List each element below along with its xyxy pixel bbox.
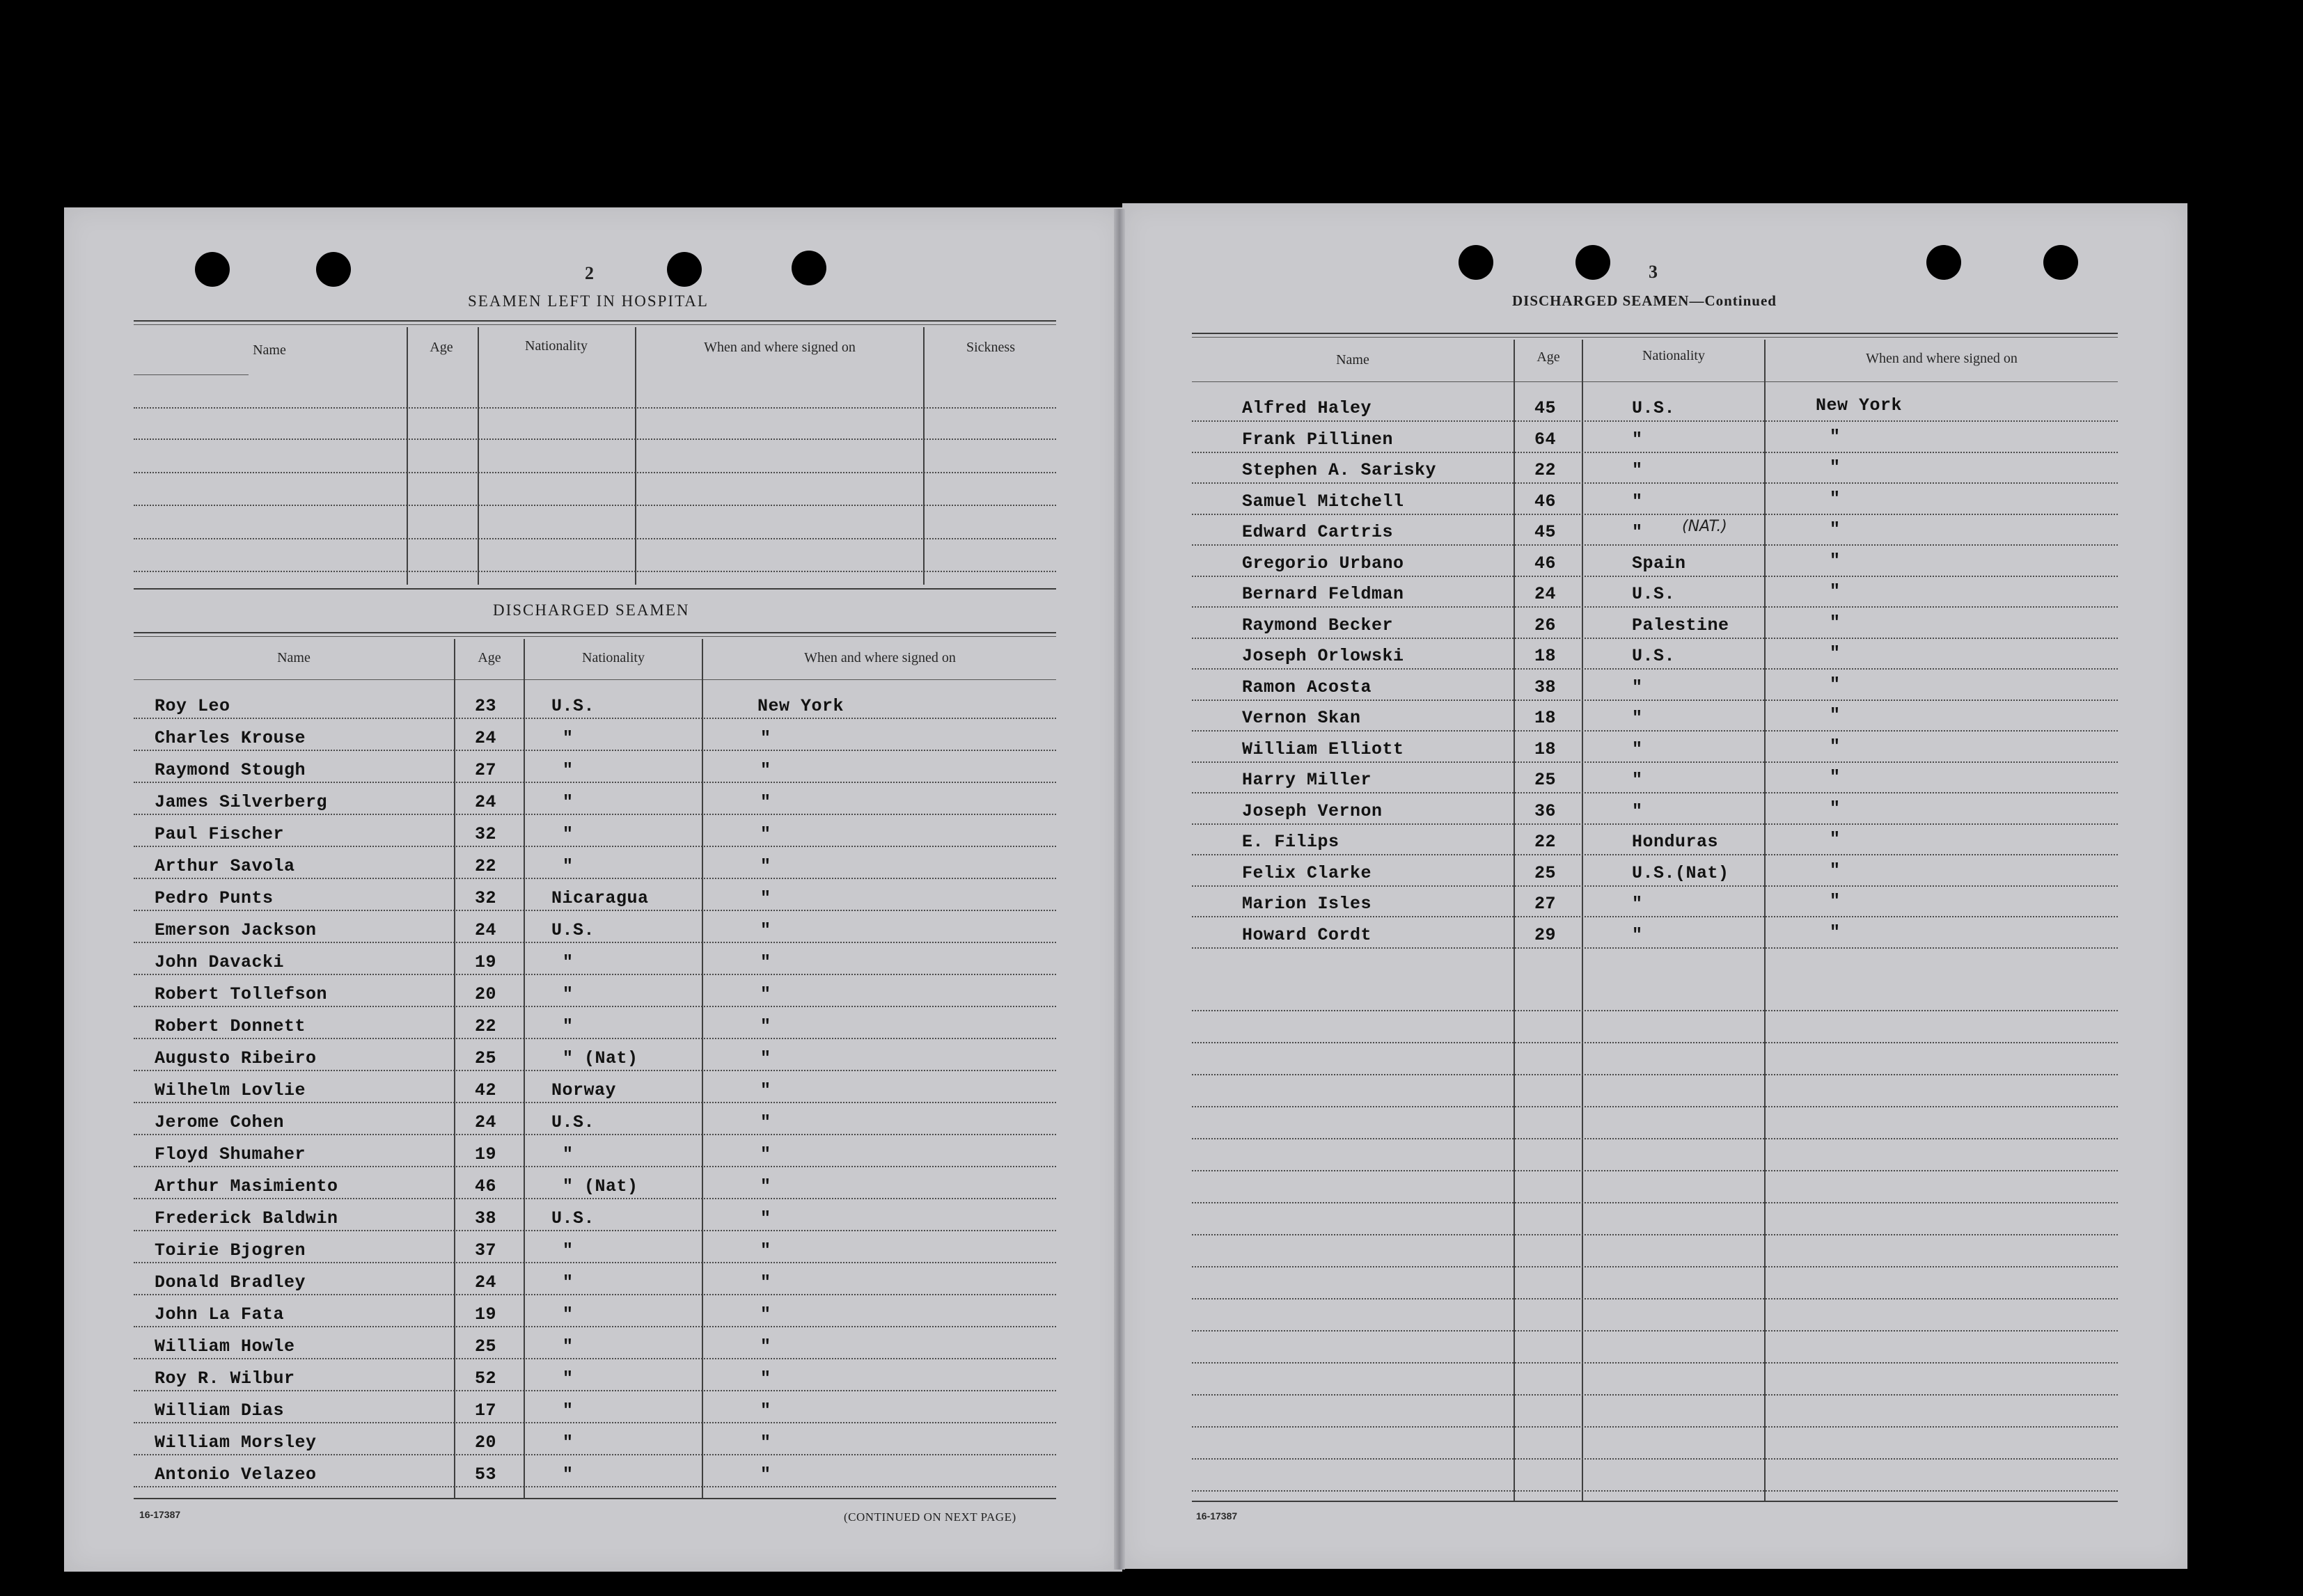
- seaman-signed-on: ": [760, 952, 771, 972]
- seaman-nationality: Spain: [1632, 553, 1686, 574]
- seaman-name: Frederick Baldwin: [155, 1208, 338, 1228]
- punch-hole: [1575, 245, 1610, 280]
- column-divider: [454, 639, 455, 1499]
- seaman-nationality: ": [563, 728, 574, 748]
- row-line: [134, 1070, 1056, 1071]
- seaman-nationality: ": [563, 1016, 574, 1036]
- seaman-signed-on: ": [1830, 551, 1841, 571]
- seaman-nationality: Honduras: [1632, 832, 1719, 852]
- seaman-name: Arthur Masimiento: [155, 1176, 338, 1196]
- seaman-age: 32: [475, 888, 497, 908]
- blank-row-line: [1192, 1330, 2118, 1332]
- row-line: [1192, 947, 2118, 949]
- seaman-name: James Silverberg: [155, 792, 328, 812]
- seaman-signed-on: ": [760, 1016, 771, 1036]
- seaman-age: 24: [475, 792, 497, 812]
- blank-row-line: [1192, 1394, 2118, 1396]
- seaman-age: 26: [1534, 615, 1557, 635]
- seaman-name: John Davacki: [155, 952, 285, 972]
- seaman-name: Felix Clarke: [1242, 863, 1372, 883]
- seaman-name: Antonio Velazeo: [155, 1464, 317, 1485]
- punch-hole: [792, 251, 826, 285]
- seaman-name: Robert Tollefson: [155, 984, 328, 1004]
- seaman-signed-on: ": [1830, 643, 1841, 663]
- seaman-age: 27: [1534, 894, 1557, 914]
- seaman-age: 19: [475, 952, 497, 972]
- seaman-name: Vernon Skan: [1242, 708, 1361, 728]
- seaman-age: 36: [1534, 801, 1557, 821]
- seaman-age: 24: [475, 728, 497, 748]
- seaman-signed-on: New York: [1816, 395, 1903, 416]
- table-rule: [134, 374, 249, 375]
- seaman-age: 18: [1534, 646, 1557, 666]
- seaman-name: Donald Bradley: [155, 1272, 306, 1293]
- row-line: [1192, 854, 2118, 855]
- blank-row-line: [1192, 1234, 2118, 1235]
- column-divider: [635, 327, 636, 585]
- table-rule: [134, 588, 1056, 590]
- row-line: [1192, 576, 2118, 577]
- seaman-name: Ramon Acosta: [1242, 677, 1372, 697]
- seaman-signed-on: ": [760, 1432, 771, 1453]
- blank-row-line: [134, 438, 1056, 440]
- col-header-signed-on: When and where signed on: [804, 650, 956, 665]
- seaman-age: 19: [475, 1304, 497, 1325]
- seaman-nationality: ": [1632, 429, 1643, 450]
- col-header-age: Age: [430, 340, 453, 355]
- form-code: 16-17387: [139, 1509, 181, 1520]
- seaman-name: Joseph Orlowski: [1242, 646, 1404, 666]
- row-line: [134, 1006, 1056, 1007]
- seaman-name: Arthur Savola: [155, 856, 295, 876]
- seaman-name: Alfred Haley: [1242, 398, 1372, 418]
- seaman-nationality: ": [563, 1400, 574, 1421]
- seaman-name: Raymond Becker: [1242, 615, 1394, 635]
- table-rule: [134, 320, 1056, 322]
- seaman-nationality: ": [1632, 770, 1643, 790]
- seaman-nationality: ": [563, 1432, 574, 1453]
- seaman-age: 46: [475, 1176, 497, 1196]
- hospital-section-title: SEAMEN LEFT IN HOSPITAL: [468, 292, 709, 310]
- seaman-nationality: ": [563, 792, 574, 812]
- row-line: [134, 1262, 1056, 1263]
- seaman-nationality: ": [563, 856, 574, 876]
- table-rule: [1192, 381, 2118, 382]
- table-rule: [134, 1498, 1056, 1499]
- column-divider: [923, 327, 925, 585]
- row-line: [1192, 482, 2118, 484]
- page-number: 2: [585, 263, 594, 283]
- blank-row-line: [1192, 1426, 2118, 1428]
- seaman-signed-on: ": [1830, 519, 1841, 539]
- row-line: [134, 878, 1056, 879]
- punch-hole: [2043, 245, 2078, 280]
- seaman-signed-on: New York: [757, 696, 844, 716]
- seaman-name: Robert Donnett: [155, 1016, 306, 1036]
- seaman-age: 25: [475, 1336, 497, 1357]
- row-line: [1192, 544, 2118, 546]
- row-line: [1192, 916, 2118, 917]
- seaman-name: William Elliott: [1242, 739, 1404, 759]
- table-rule: [134, 632, 1056, 633]
- col-header-name: Name: [253, 342, 286, 358]
- seaman-age: 18: [1534, 739, 1557, 759]
- seaman-signed-on: ": [1830, 427, 1841, 447]
- row-line: [134, 750, 1056, 751]
- row-line: [134, 1198, 1056, 1199]
- seaman-nationality: ": [563, 1368, 574, 1389]
- seaman-nationality: ": [1632, 801, 1643, 821]
- seaman-name: Emerson Jackson: [155, 920, 317, 940]
- seaman-signed-on: ": [760, 760, 771, 780]
- seaman-signed-on: ": [760, 1080, 771, 1100]
- table-rule: [1192, 333, 2118, 334]
- seaman-age: 29: [1534, 925, 1557, 945]
- seaman-age: 22: [475, 856, 497, 876]
- seaman-signed-on: ": [1830, 829, 1841, 849]
- seaman-nationality: ": [1632, 739, 1643, 759]
- table-rule: [134, 679, 1056, 680]
- table-rule: [134, 636, 1056, 637]
- column-divider: [407, 327, 408, 585]
- row-line: [1192, 638, 2118, 639]
- nationality-annotation: (NAT.): [1682, 518, 1727, 535]
- seaman-nationality: ": [1632, 491, 1643, 512]
- seaman-nationality: ": [563, 1144, 574, 1164]
- seaman-name: Paul Fischer: [155, 824, 285, 844]
- seaman-signed-on: ": [1830, 736, 1841, 757]
- blank-row-line: [1192, 1042, 2118, 1043]
- row-line: [1192, 823, 2118, 825]
- seaman-nationality: ": [563, 984, 574, 1004]
- seaman-nationality: Norway: [551, 1080, 617, 1100]
- punch-hole: [316, 252, 351, 287]
- row-line: [134, 1390, 1056, 1391]
- seaman-age: 22: [475, 1016, 497, 1036]
- seaman-nationality: U.S.: [1632, 584, 1676, 604]
- seaman-signed-on: ": [760, 1336, 771, 1357]
- column-divider: [524, 639, 525, 1499]
- seaman-nationality: ": [563, 760, 574, 780]
- blank-row-line: [1192, 1458, 2118, 1460]
- seaman-nationality: " (Nat): [563, 1048, 638, 1068]
- continued-note: (CONTINUED ON NEXT PAGE): [844, 1510, 1016, 1524]
- seaman-signed-on: ": [760, 1368, 771, 1389]
- form-code: 16-17387: [1196, 1510, 1238, 1522]
- seaman-age: 27: [475, 760, 497, 780]
- seaman-signed-on: ": [760, 1176, 771, 1196]
- row-line: [134, 782, 1056, 783]
- seaman-name: Raymond Stough: [155, 760, 306, 780]
- row-line: [1192, 730, 2118, 732]
- col-header-name: Name: [1336, 352, 1369, 368]
- seaman-name: John La Fata: [155, 1304, 285, 1325]
- col-header-age: Age: [1536, 349, 1560, 365]
- seaman-name: Harry Miller: [1242, 770, 1372, 790]
- seaman-name: Edward Cartris: [1242, 522, 1394, 542]
- seaman-age: 45: [1534, 522, 1557, 542]
- seaman-signed-on: ": [760, 728, 771, 748]
- row-line: [134, 1166, 1056, 1167]
- row-line: [1192, 668, 2118, 670]
- row-line: [1192, 700, 2118, 701]
- seaman-age: 19: [475, 1144, 497, 1164]
- table-rule: [1192, 337, 2118, 338]
- seaman-name: Gregorio Urbano: [1242, 553, 1404, 574]
- blank-row-line: [1192, 1490, 2118, 1492]
- seaman-age: 23: [475, 696, 497, 716]
- seaman-nationality: ": [1632, 677, 1643, 697]
- col-header-nationality: Nationality: [1642, 348, 1705, 363]
- blank-row-line: [1192, 1106, 2118, 1107]
- seaman-nationality: U.S.(Nat): [1632, 863, 1729, 883]
- seaman-name: William Morsley: [155, 1432, 317, 1453]
- seaman-nationality: ": [563, 1240, 574, 1261]
- seaman-nationality: ": [563, 1336, 574, 1357]
- blank-row-line: [1192, 1202, 2118, 1203]
- col-header-signed-on: When and where signed on: [1866, 351, 2018, 366]
- seaman-name: Howard Cordt: [1242, 925, 1372, 945]
- col-header-nationality: Nationality: [525, 338, 588, 354]
- col-header-signed-on: When and where signed on: [704, 340, 856, 355]
- row-line: [134, 1294, 1056, 1295]
- seaman-age: 38: [1534, 677, 1557, 697]
- seaman-name: William Dias: [155, 1400, 285, 1421]
- row-line: [134, 910, 1056, 911]
- punch-hole: [195, 252, 230, 287]
- row-line: [134, 1134, 1056, 1135]
- seaman-signed-on: ": [760, 856, 771, 876]
- seaman-age: 37: [475, 1240, 497, 1261]
- seaman-nationality: ": [563, 824, 574, 844]
- row-line: [1192, 420, 2118, 422]
- seaman-signed-on: ": [760, 1464, 771, 1485]
- seaman-nationality: ": [1632, 925, 1643, 945]
- seaman-signed-on: ": [1830, 581, 1841, 601]
- seaman-name: Frank Pillinen: [1242, 429, 1394, 450]
- seaman-name: Wilhelm Lovlie: [155, 1080, 306, 1100]
- blank-row-line: [1192, 1074, 2118, 1075]
- seaman-signed-on: ": [1830, 489, 1841, 509]
- seaman-age: 64: [1534, 429, 1557, 450]
- seaman-signed-on: ": [1830, 922, 1841, 942]
- table-rule: [1192, 1501, 2118, 1502]
- seaman-name: Samuel Mitchell: [1242, 491, 1404, 512]
- blank-row-line: [134, 538, 1056, 539]
- seaman-signed-on: ": [760, 1240, 771, 1261]
- seaman-age: 46: [1534, 553, 1557, 574]
- seaman-nationality: Palestine: [1632, 615, 1729, 635]
- seaman-nationality: ": [563, 952, 574, 972]
- row-line: [1192, 792, 2118, 793]
- seaman-signed-on: ": [1830, 457, 1841, 477]
- row-line: [1192, 452, 2118, 453]
- row-line: [1192, 761, 2118, 763]
- binding-gutter: [1114, 209, 1125, 1570]
- seaman-age: 25: [1534, 863, 1557, 883]
- seaman-name: Toirie Bjogren: [155, 1240, 306, 1261]
- blank-row-line: [134, 571, 1056, 572]
- seaman-signed-on: ": [760, 824, 771, 844]
- punch-hole: [1459, 245, 1493, 280]
- row-line: [134, 1230, 1056, 1231]
- punch-hole: [667, 252, 702, 287]
- row-line: [1192, 885, 2118, 887]
- seaman-nationality: Nicaragua: [551, 888, 649, 908]
- seaman-signed-on: ": [1830, 705, 1841, 725]
- seaman-nationality: ": [1632, 522, 1643, 542]
- row-line: [134, 1422, 1056, 1423]
- seaman-age: 17: [475, 1400, 497, 1421]
- blank-row-line: [134, 505, 1056, 506]
- punch-hole: [1926, 245, 1961, 280]
- seaman-age: 18: [1534, 708, 1557, 728]
- seaman-name: Marion Isles: [1242, 894, 1372, 914]
- seaman-age: 38: [475, 1208, 497, 1228]
- seaman-signed-on: ": [1830, 891, 1841, 911]
- seaman-signed-on: ": [1830, 860, 1841, 880]
- row-line: [134, 1102, 1056, 1103]
- discharged-continued-title: DISCHARGED SEAMEN—Continued: [1512, 292, 1777, 309]
- seaman-nationality: U.S.: [551, 1112, 595, 1132]
- seaman-name: Floyd Shumaher: [155, 1144, 306, 1164]
- seaman-signed-on: ": [1830, 767, 1841, 787]
- seaman-name: Charles Krouse: [155, 728, 306, 748]
- seaman-name: Augusto Ribeiro: [155, 1048, 317, 1068]
- blank-row-line: [134, 472, 1056, 473]
- blank-row-line: [134, 407, 1056, 409]
- seaman-name: Roy Leo: [155, 696, 230, 716]
- seaman-nationality: ": [563, 1464, 574, 1485]
- seaman-nationality: U.S.: [551, 696, 595, 716]
- seaman-nationality: " (Nat): [563, 1176, 638, 1196]
- seaman-signed-on: ": [1830, 613, 1841, 633]
- seaman-age: 45: [1534, 398, 1557, 418]
- blank-row-line: [1192, 1362, 2118, 1364]
- seaman-signed-on: ": [760, 792, 771, 812]
- table-rule: [134, 324, 1056, 325]
- seaman-age: 22: [1534, 460, 1557, 480]
- seaman-age: 52: [475, 1368, 497, 1389]
- seaman-signed-on: ": [760, 1272, 771, 1293]
- col-header-sickness: Sickness: [966, 340, 1015, 355]
- seaman-age: 24: [475, 1272, 497, 1293]
- seaman-nationality: U.S.: [1632, 646, 1676, 666]
- seaman-name: E. Filips: [1242, 832, 1339, 852]
- col-header-age: Age: [478, 650, 501, 665]
- col-header-name: Name: [277, 650, 311, 665]
- blank-row-line: [1192, 1170, 2118, 1171]
- row-line: [134, 1454, 1056, 1455]
- column-divider: [478, 327, 479, 585]
- blank-row-line: [1192, 1138, 2118, 1139]
- seaman-age: 24: [475, 920, 497, 940]
- seaman-name: Roy R. Wilbur: [155, 1368, 295, 1389]
- seaman-name: Jerome Cohen: [155, 1112, 285, 1132]
- blank-row-line: [1192, 1010, 2118, 1011]
- row-line: [134, 1358, 1056, 1359]
- seaman-name: Bernard Feldman: [1242, 584, 1404, 604]
- seaman-signed-on: ": [760, 1144, 771, 1164]
- col-header-nationality: Nationality: [582, 650, 645, 665]
- seaman-age: 20: [475, 984, 497, 1004]
- blank-row-line: [1192, 1298, 2118, 1299]
- seaman-nationality: ": [563, 1272, 574, 1293]
- seaman-age: 24: [1534, 584, 1557, 604]
- seaman-age: 25: [475, 1048, 497, 1068]
- row-line: [134, 1326, 1056, 1327]
- seaman-nationality: ": [1632, 894, 1643, 914]
- row-line: [1192, 606, 2118, 608]
- seaman-signed-on: ": [760, 1304, 771, 1325]
- seaman-age: 24: [475, 1112, 497, 1132]
- seaman-signed-on: ": [760, 888, 771, 908]
- row-line: [134, 814, 1056, 815]
- discharged-section-title: DISCHARGED SEAMEN: [493, 601, 690, 619]
- seaman-age: 20: [475, 1432, 497, 1453]
- row-line: [1192, 514, 2118, 515]
- seaman-nationality: U.S.: [551, 1208, 595, 1228]
- row-line: [134, 974, 1056, 975]
- seaman-name: Joseph Vernon: [1242, 801, 1383, 821]
- seaman-nationality: ": [1632, 460, 1643, 480]
- row-line: [134, 718, 1056, 719]
- seaman-age: 46: [1534, 491, 1557, 512]
- seaman-age: 22: [1534, 832, 1557, 852]
- seaman-signed-on: ": [760, 1400, 771, 1421]
- seaman-signed-on: ": [760, 1112, 771, 1132]
- seaman-name: Pedro Punts: [155, 888, 274, 908]
- seaman-name: William Howle: [155, 1336, 295, 1357]
- seaman-signed-on: ": [1830, 674, 1841, 695]
- seaman-age: 32: [475, 824, 497, 844]
- seaman-age: 25: [1534, 770, 1557, 790]
- seaman-nationality: U.S.: [1632, 398, 1676, 418]
- row-line: [134, 1038, 1056, 1039]
- seaman-age: 53: [475, 1464, 497, 1485]
- column-divider: [702, 639, 703, 1499]
- seaman-signed-on: ": [760, 920, 771, 940]
- seaman-nationality: U.S.: [551, 920, 595, 940]
- row-line: [134, 942, 1056, 943]
- row-line: [134, 846, 1056, 847]
- seaman-signed-on: ": [1830, 798, 1841, 819]
- seaman-name: Stephen A. Sarisky: [1242, 460, 1437, 480]
- row-line: [134, 1486, 1056, 1487]
- seaman-age: 42: [475, 1080, 497, 1100]
- seaman-signed-on: ": [760, 1048, 771, 1068]
- seaman-signed-on: ": [760, 1208, 771, 1228]
- seaman-nationality: ": [1632, 708, 1643, 728]
- blank-row-line: [1192, 1266, 2118, 1267]
- seaman-nationality: ": [563, 1304, 574, 1325]
- page-number: 3: [1649, 262, 1658, 282]
- seaman-signed-on: ": [760, 984, 771, 1004]
